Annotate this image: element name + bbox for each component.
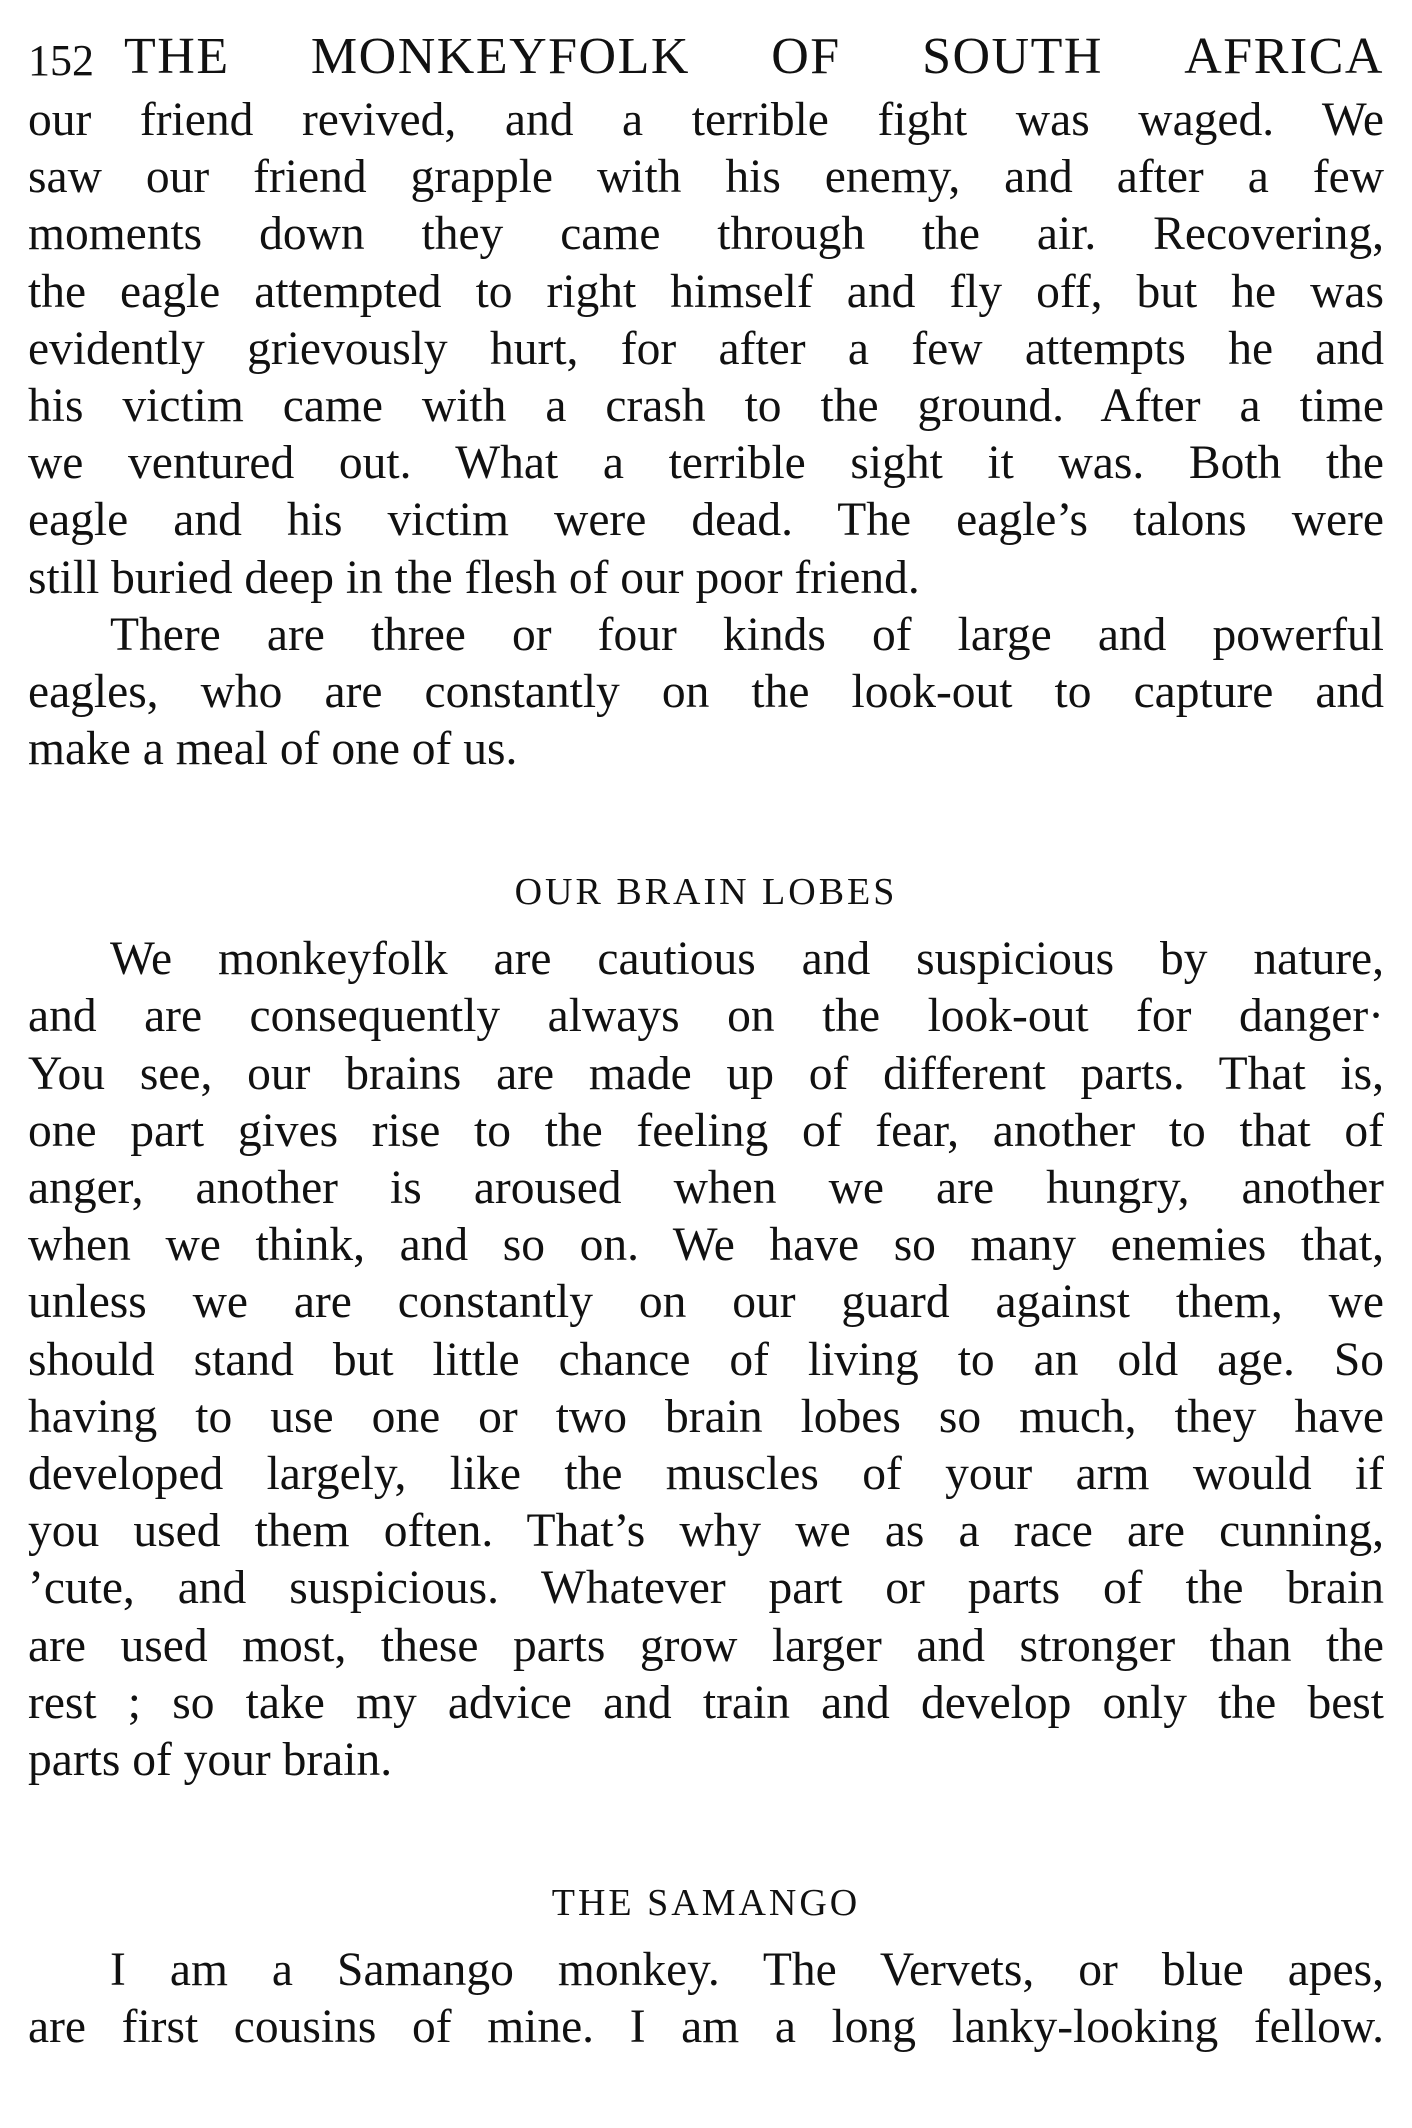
running-title bbox=[124, 27, 1384, 86]
text-line: eagle and his victim were dead. The eagle’s talons were bbox=[28, 494, 1384, 547]
text-line: make a meal of one of us. bbox=[28, 723, 518, 776]
section-brain-lobes bbox=[28, 931, 1384, 1789]
text-line: we ventured out. What a terrible sight it was. Both the bbox=[28, 437, 1384, 490]
text-line: still buried deep in the flesh of our poor friend. bbox=[28, 551, 920, 604]
running-head bbox=[28, 0, 1384, 86]
text-line: ’cute, and suspicious. Whatever part or parts of the brain bbox=[28, 1562, 1384, 1615]
text-line: parts of your brain. bbox=[28, 1733, 393, 1786]
text-line: evidently grievously hurt, for after a few attempts he and bbox=[28, 322, 1384, 375]
text-line: you used them often. That’s why we as a race are cunning, bbox=[28, 1505, 1384, 1558]
running-title-word: AFRICA bbox=[1184, 28, 1384, 85]
text-line: anger, another is aroused when we are hungry, another bbox=[28, 1162, 1384, 1214]
text-line: his victim came with a crash to the ground. After a time bbox=[28, 379, 1384, 432]
text-line: when we think, and so on. We have so many enemies that, bbox=[28, 1219, 1384, 1272]
section-eagle-fight bbox=[28, 92, 1384, 778]
book-page bbox=[28, 0, 1384, 2056]
page-number: 152 bbox=[28, 36, 94, 85]
text-line: saw our friend grapple with his enemy, and after a few bbox=[28, 151, 1384, 204]
text-line: You see, our brains are made up of different parts. That is, bbox=[28, 1047, 1384, 1100]
text-line: one part gives rise to the feeling of fear, another to that of bbox=[28, 1104, 1384, 1157]
running-title-word: OF bbox=[771, 28, 841, 85]
text-line: moments down they came through the air. Recovering, bbox=[28, 208, 1384, 261]
text-line: our friend revived, and a terrible fight was waged. We bbox=[28, 94, 1384, 146]
running-title-word: MONKEYFOLK bbox=[310, 28, 690, 85]
text-line: unless we are constantly on our guard against them, we bbox=[28, 1276, 1384, 1329]
text-line: should stand but little chance of living to an old age. So bbox=[28, 1333, 1384, 1386]
running-title-word: THE bbox=[124, 28, 230, 85]
text-line: We monkeyfolk are cautious and suspicious by nature, bbox=[110, 933, 1384, 986]
section-samango bbox=[28, 1942, 1384, 2056]
text-line: the eagle attempted to right himself and fly off, but he was bbox=[28, 265, 1384, 318]
text-line: rest ; so take my advice and train and develop only the best bbox=[28, 1676, 1384, 1729]
text-line: I am a Samango monkey. The Vervets, or blue apes, bbox=[110, 1944, 1384, 1997]
text-line: eagles, who are constantly on the look-out to capture and bbox=[28, 665, 1384, 718]
running-title-word: SOUTH bbox=[922, 28, 1103, 85]
text-line: are used most, these parts grow larger and stronger than the bbox=[28, 1619, 1384, 1672]
section-heading: THE SAMANGO bbox=[551, 1882, 861, 1925]
text-line: There are three or four kinds of large and powerful bbox=[110, 608, 1384, 661]
body-text bbox=[28, 92, 1384, 2056]
text-line: having to use one or two brain lobes so much, they have bbox=[28, 1390, 1384, 1443]
text-line: developed largely, like the muscles of your arm would if bbox=[28, 1447, 1384, 1500]
section-heading: OUR BRAIN LOBES bbox=[514, 871, 898, 914]
text-line: are first cousins of mine. I am a long lanky-looking fellow. bbox=[28, 2001, 1384, 2054]
text-line: and are consequently always on the look-out for danger· bbox=[28, 990, 1384, 1043]
